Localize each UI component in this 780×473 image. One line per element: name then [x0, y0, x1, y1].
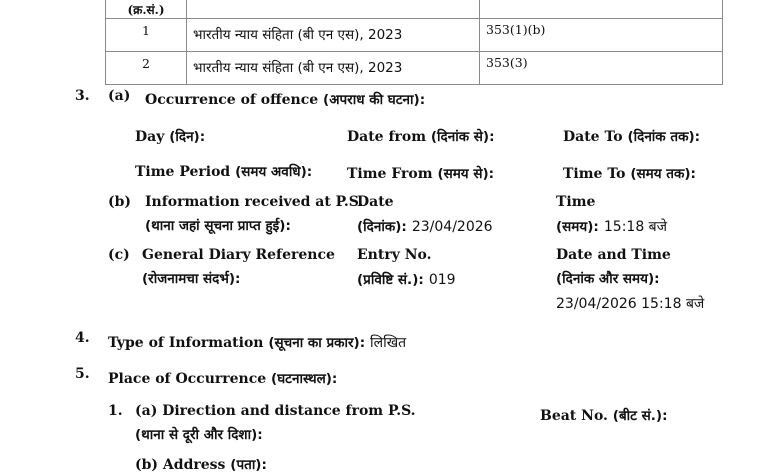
time-period-label-en: Time Period	[135, 164, 236, 180]
date-to-label	[563, 127, 700, 145]
place-of-occurrence-label-hi: (घटनास्थल):	[271, 371, 338, 387]
section-cell: 353(3)	[480, 52, 723, 85]
section-5-number: 5.	[75, 366, 90, 382]
date-field	[357, 216, 493, 235]
date-to-label-hi: (दिनांक तक):	[627, 129, 701, 145]
serial-header: (क्र.सं.)	[127, 3, 165, 17]
information-type-label-hi: (सूचना का प्रकार):	[268, 335, 366, 351]
section-3b-marker: (b)	[108, 194, 132, 210]
date-label-en: Date	[357, 194, 394, 210]
time-value: 15:18 बजे	[603, 219, 668, 235]
place-of-occurrence-label-en: Place of Occurrence	[108, 371, 272, 387]
time-from-label-hi: (समय से):	[437, 166, 495, 182]
beat-no-label	[540, 406, 668, 424]
date-label-hi: (दिनांक):	[357, 219, 407, 235]
time-to-label-hi: (समय तक):	[630, 166, 696, 182]
section-3c-marker: (c)	[108, 247, 130, 263]
date-value: 23/04/2026	[411, 219, 493, 235]
info-received-label-en: Information received at P.S.	[145, 194, 364, 210]
entry-no-field	[357, 269, 456, 288]
info-received-label-hi: (थाना जहां सूचना प्राप्त हुई):	[145, 218, 291, 234]
occurrence-title-hi: (अपराध की घटना):	[323, 92, 426, 108]
occurrence-title-en: Occurrence of offence	[145, 92, 324, 108]
information-type-value: लिखित	[369, 335, 407, 351]
date-to-label-en: Date To	[563, 129, 628, 145]
address-label-en: (b) Address	[135, 457, 231, 473]
act-cell: भारतीय न्याय संहिता (बी एन एस), 2023	[187, 52, 480, 85]
time-period-label-hi: (समय अवधि):	[235, 164, 313, 180]
beat-no-label-en: Beat No.	[540, 408, 613, 424]
information-type-label-en: Type of Information	[108, 335, 269, 351]
address-label-hi: (पता):	[230, 457, 267, 473]
date-from-label	[347, 127, 494, 145]
time-from-label-en: Time From	[347, 166, 438, 182]
day-label-en: Day	[135, 129, 170, 145]
day-label-hi: (दिन):	[169, 129, 206, 145]
place-of-occurrence-label	[108, 369, 337, 387]
time-field	[556, 216, 667, 236]
entry-no-value: 019	[428, 272, 456, 288]
time-label-en: Time	[556, 194, 596, 210]
serial-header-cell	[106, 0, 187, 19]
date-time-label-en: Date and Time	[556, 247, 671, 263]
date-time-label-hi: (दिनांक और समय):	[556, 271, 660, 287]
section-4-number: 4.	[75, 330, 90, 346]
table-row	[106, 52, 723, 85]
section-3a-marker: (a)	[108, 88, 131, 104]
time-to-label-en: Time To	[563, 166, 631, 182]
time-label-hi: (समय):	[556, 219, 599, 235]
occurrence-title	[145, 90, 425, 108]
date-time-value: 23/04/2026 15:18 बजे	[556, 296, 705, 312]
acts-table	[105, 0, 723, 85]
time-to-label	[563, 164, 696, 182]
section-cell: 353(1)(b)	[480, 19, 723, 52]
gd-reference-label-en: General Diary Reference	[142, 247, 335, 263]
date-from-label-hi: (दिनांक से):	[430, 129, 495, 145]
direction-distance-label-en: (a) Direction and distance from P.S.	[135, 403, 416, 419]
information-type-field	[108, 333, 406, 352]
place-item-number: 1.	[108, 403, 123, 419]
entry-no-label-hi: (प्रविष्टि सं.):	[357, 272, 424, 288]
day-label	[135, 127, 205, 145]
time-from-label	[347, 164, 494, 182]
address-label	[135, 455, 267, 473]
table-row	[106, 19, 723, 52]
serial-cell: 1	[106, 19, 187, 52]
act-header-cell	[187, 0, 480, 19]
date-from-label-en: Date from	[347, 129, 431, 145]
direction-distance-label-hi: (थाना से दूरी और दिशा):	[135, 427, 263, 443]
act-cell: भारतीय न्याय संहिता (बी एन एस), 2023	[187, 19, 480, 52]
section-header-cell	[480, 0, 723, 19]
serial-cell: 2	[106, 52, 187, 85]
time-period-label	[135, 162, 312, 180]
beat-no-label-hi: (बीट सं.):	[612, 408, 668, 424]
entry-no-label-en: Entry No.	[357, 247, 432, 263]
section-3-number: 3.	[75, 88, 90, 104]
acts-table-header-row	[106, 0, 723, 19]
gd-reference-label-hi: (रोजनामचा संदर्भ):	[142, 271, 241, 287]
